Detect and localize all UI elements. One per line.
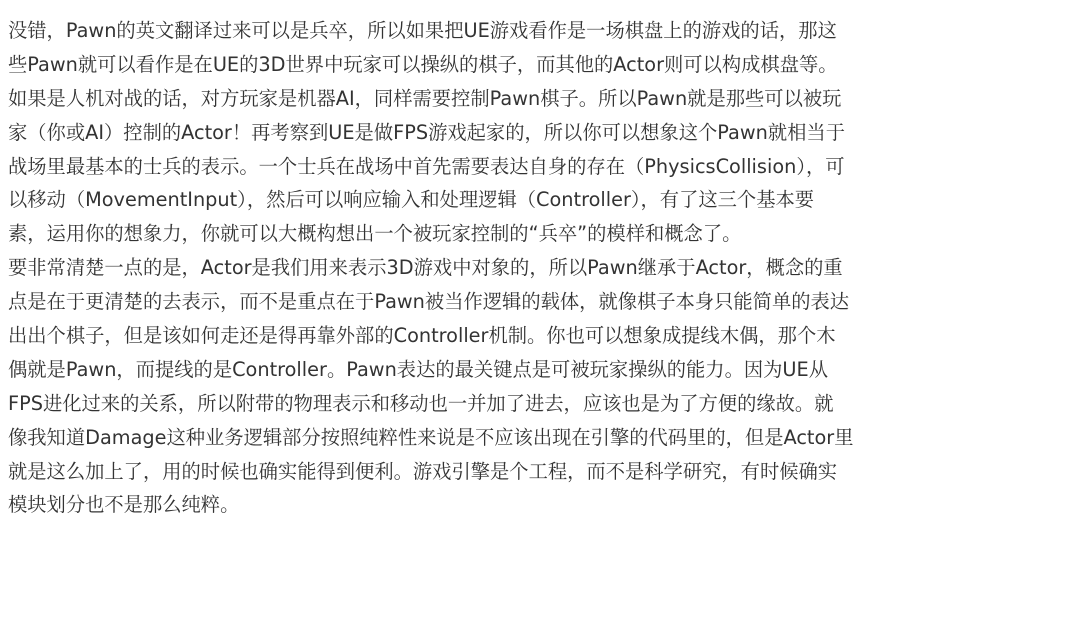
- text-line: 素，运用你的想象力，你就可以大概构想出一个被玩家控制的“兵卒”的模样和概念了。: [8, 222, 742, 246]
- text-line: FPS进化过来的关系，所以附带的物理表示和移动也一并加了进去，应该也是为了方便的缘故。就: [8, 391, 834, 415]
- text-line: 些Pawn就可以看作是在UE的3D世界中玩家可以操纵的棋子，而其他的Actor则可以构成棋盘等。: [8, 52, 838, 76]
- text-line: 以移动（MovementInput），然后可以响应输入和处理逻辑（Controller），有了这三个基本要: [8, 188, 815, 212]
- text-line: 就是这么加上了，用的时候也确实能得到便利。游戏引擎是个工程，而不是科学研究，有时候确实: [8, 459, 838, 483]
- paragraph-pawn-actor-relation: [8, 251, 1058, 522]
- text-line: 像我知道Damage这种业务逻辑部分按照纯粹性来说是不应该出现在引擎的代码里的，但是Actor里: [8, 425, 854, 449]
- text-line: 模块划分也不是那么纯粹。: [8, 493, 240, 517]
- text-line: 点是在于更清楚的去表示，而不是重点在于Pawn被当作逻辑的载体，就像棋子本身只能简单的表达: [8, 290, 850, 314]
- text-line: 如果是人机对战的话，对方玩家是机器AI，同样需要控制Pawn棋子。所以Pawn就是那些可以被玩: [8, 86, 842, 110]
- text-line: 没错，Pawn的英文翻译过来可以是兵卒，所以如果把UE游戏看作是一场棋盘上的游戏的话，那这: [8, 19, 837, 42]
- text-line: 偶就是Pawn，而提线的是Controller。Pawn表达的最关键点是可被玩家操纵的能力。因为UE从: [8, 357, 828, 381]
- text-line: 要非常清楚一点的是，Actor是我们用来表示3D游戏中对象的，所以Pawn继承于Actor，概念的重: [8, 256, 843, 280]
- text-line: 出出个棋子，但是该如何走还是得再靠外部的Controller机制。你也可以想象成提线木偶，那个木: [8, 324, 836, 348]
- paragraph-pawn-concept: [8, 14, 1058, 251]
- text-line: 家（你或AI）控制的Actor！再考察到UE是做FPS游戏起家的，所以你可以想象这个Pawn就相当于: [8, 120, 845, 144]
- text-line: 战场里最基本的士兵的表示。一个士兵在战场中首先需要表达自身的存在（PhysicsCollision），可: [8, 154, 845, 178]
